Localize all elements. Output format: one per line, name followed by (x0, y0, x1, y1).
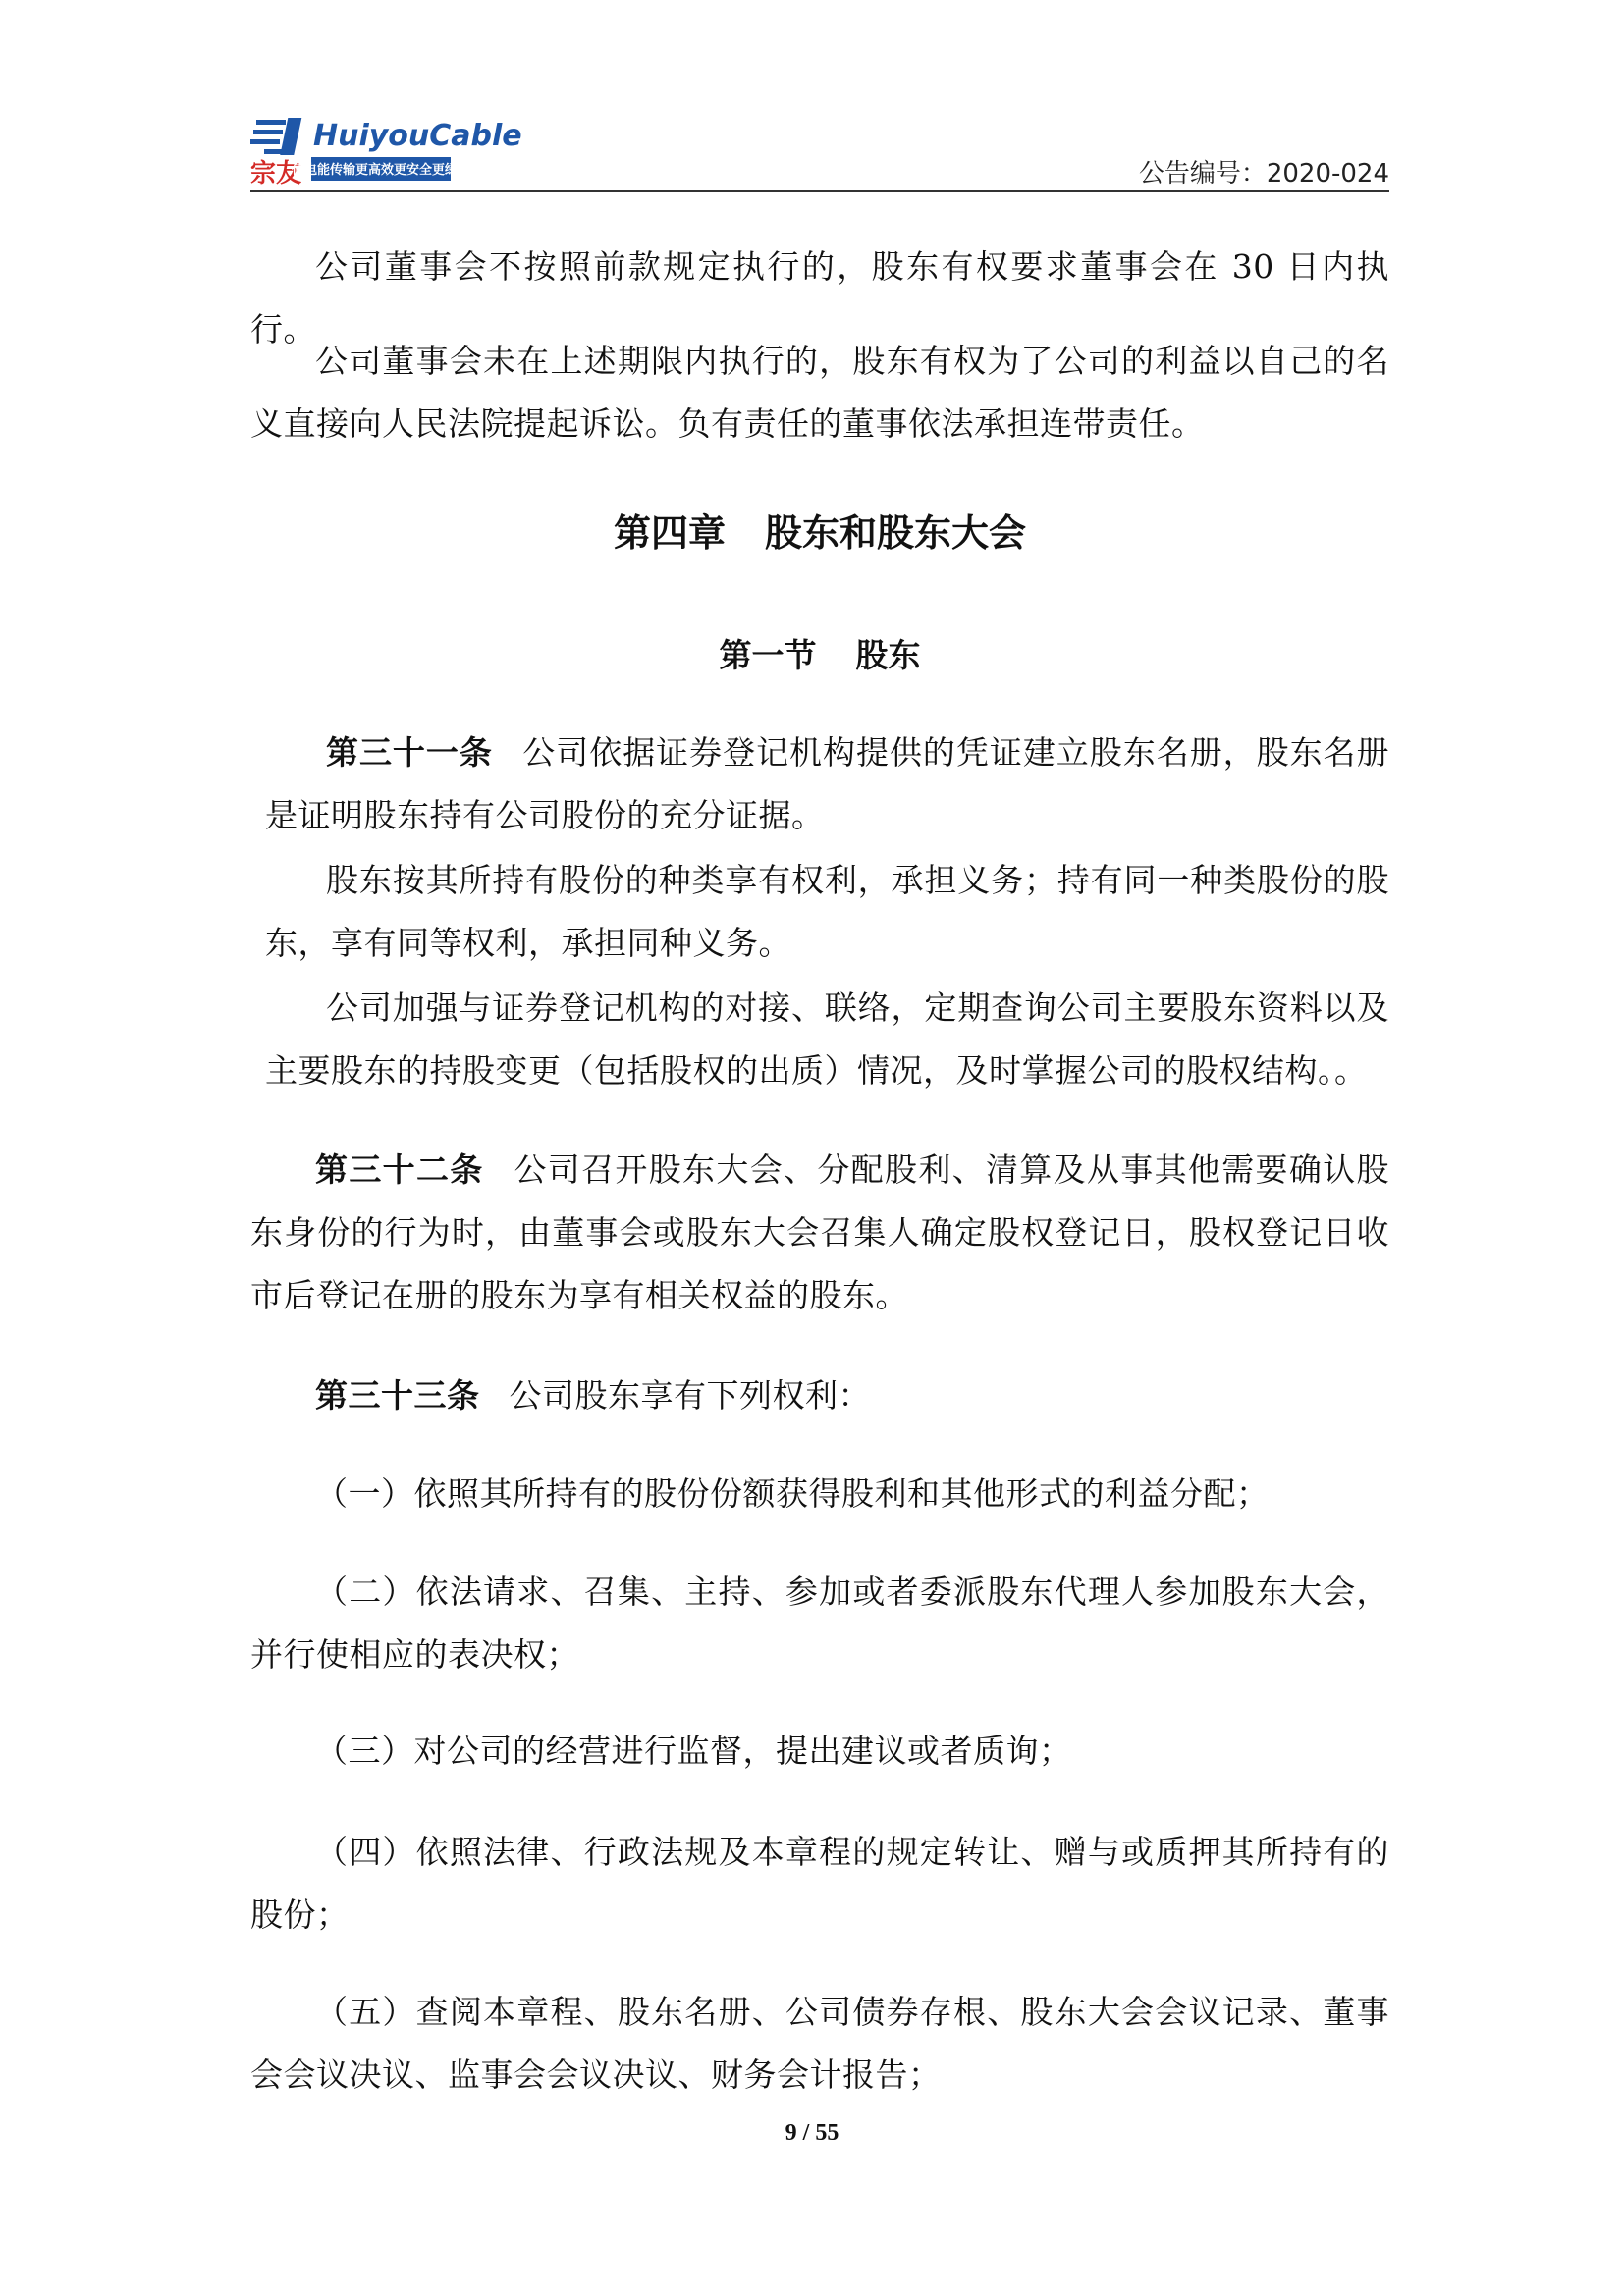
announcement-number: 公告编号：2020-024 (1138, 159, 1389, 188)
list-item: （四）依照法律、行政法规及本章程的规定转让、赠与或质押其所持有的股份； (250, 1833, 1389, 1934)
paragraph: 公司董事会未在上述期限内执行的，股东有权为了公司的利益以自己的名义直接向人民法院提起诉讼。负有责任的董事依法承担连带责任。 (250, 342, 1389, 443)
article-label: 第三十三条 (315, 1376, 480, 1415)
page-number: 9 / 55 (785, 2120, 839, 2146)
list-item: （二）依法请求、召集、主持、参加或者委派股东代理人参加股东大会，并行使相应的表决权； (250, 1573, 1389, 1674)
article-text: 公司股东享有下列权利： (509, 1376, 871, 1415)
article-label: 第三十一条 (326, 733, 493, 772)
article-text: 公司依据证券登记机构提供的凭证建立股东名册，股东名册是证明股东持有公司股份的充分证据。 (265, 733, 1390, 834)
chapter-title: 股东和股东大会 (765, 511, 1027, 555)
svg-text:宗友: 宗友 (250, 159, 302, 187)
section-title: 股东 (855, 636, 921, 674)
list-item: （一）依照其所持有的股份份额获得股利和其他形式的利益分配； (315, 1474, 1270, 1513)
chapter-number: 第四章 (613, 511, 726, 555)
article-31-paragraph-1 (265, 721, 1389, 847)
article-31-paragraph-3: 公司加强与证券登记机构的对接、联络，定期查询公司主要股东资料以及主要股东的持股变更（包括股权的出质）情况，及时掌握公司的股权结构。。 (265, 988, 1389, 1090)
article-text: 公司召开股东大会、分配股利、清算及从事其他需要确认股东身份的行为时，由董事会或股东大会召集人确定股权登记日，股权登记日收市后登记在册的股东为享有相关权益的股东。 (250, 1150, 1390, 1314)
company-logo (250, 110, 565, 187)
article-31-paragraph-2: 股东按其所持有股份的种类享有权利，承担义务；持有同一种类股份的股东，享有同等权利，承担同种义务。 (265, 861, 1389, 962)
article-33-paragraph (250, 1364, 1389, 1427)
article-32-paragraph (250, 1139, 1389, 1327)
svg-text:HuiyouCable: HuiyouCable (313, 119, 522, 153)
section-number: 第一节 (719, 636, 817, 674)
header-divider (250, 190, 1389, 192)
article-label: 第三十二条 (315, 1150, 484, 1189)
list-item: （五）查阅本章程、股东名册、公司债券存根、股东大会会议记录、董事会会议决议、监事会会议决议、财务会计报告； (250, 1993, 1389, 2094)
paragraph: 公司董事会不按照前款规定执行的，股东有权要求董事会在 30 日内执行。 (250, 247, 1389, 348)
section-heading (250, 628, 1389, 683)
page-header (250, 110, 1389, 190)
list-item: （三）对公司的经营进行监督，提出建议或者质询； (315, 1732, 1072, 1770)
chapter-heading (250, 506, 1389, 561)
svg-text:使电能传输更高效更安全更绿色: 使电能传输更高效更安全更绿色 (291, 163, 471, 178)
